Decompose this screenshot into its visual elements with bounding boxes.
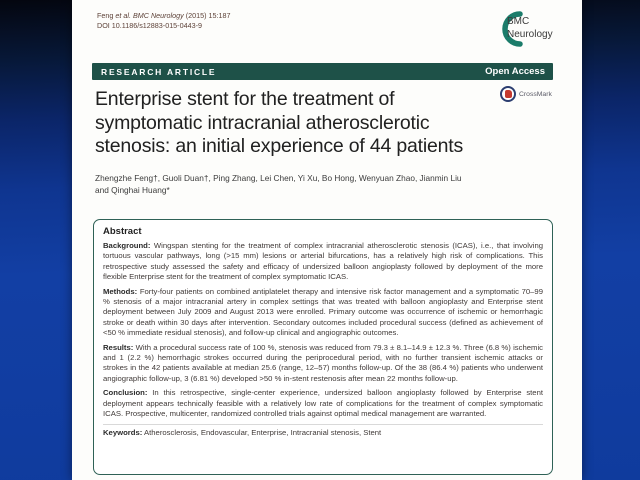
bmc-logo-line1: BMC: [507, 16, 530, 27]
abstract-box: [93, 219, 553, 475]
bmc-logo-text: [507, 15, 553, 41]
doi-line: DOI 10.1186/s12883-015-0443-9: [97, 20, 202, 30]
citation-block: [97, 11, 230, 30]
background-label: Background:: [103, 241, 151, 250]
paper-page: [72, 0, 582, 480]
crossmark-label: CrossMark: [519, 90, 552, 98]
citation-line: Feng et al. BMC Neurology (2015) 15:187: [97, 11, 231, 20]
authors-line-2: and Qinghai Huang*: [95, 184, 170, 195]
abstract-methods: Methods: Forty-four patients on combined antiplatelet therapy and intensive risk factor management and a symptomatic 70–99 % stenosis of a major intracranial artery in complex settings that was treated with balloon angioplasty and Enterprise stent deployment between July 2009 and August 2013 were enrolled. Primary outcome was occurrence of ischemic or hemorrhagic stroke or death within 30 days after intervention. Secondary outcomes included procedural success (defined as achievement of <50 % immediate residual stenosis), and follow-up clinical and angiographic outcomes.: [103, 286, 543, 338]
authors-line-1: Zhengzhe Feng†, Guoli Duan†, Ping Zhang, Lei Chen, Yi Xu, Bo Hong, Wenyuan Zhao, Jianmin Liu: [95, 173, 462, 183]
abstract-results: Results: With a procedural success rate of 100 %, stenosis was reduced from 79.3 ± 8.1–14.9 ± 12.3 %. Three (6.8 %) ischemic and 1 (2.2 %) hemorrhagic strokes occurred during the periprocedural period, with no further transient ischemic attacks or strokes in the 42 patients available at median 25.6 (range, 12–57) months follow-up. Of the 38 (86.4 %) patients who underwent angiographic follow-up, 3 (6.81 %) developed >50 % in-stent restenosis after mean 22 months follow-up.: [103, 342, 543, 383]
keywords-label: Keywords:: [103, 427, 143, 437]
title-line-1: Enterprise stent for the treatment of: [95, 88, 395, 110]
bmc-logo: [490, 7, 580, 51]
open-access-label: Open Access: [485, 66, 545, 77]
abstract-conclusion: Conclusion: In this retrospective, single-center experience, undersized balloon angioplasty followed by Enterprise stent deployment appears technically feasible with a relatively low rate of complications for the treatment of complex symptomatic ICAS. Prospective, multicenter, randomized controlled trials against optimal medical management are warranted.: [103, 388, 543, 419]
results-label: Results:: [103, 342, 134, 352]
research-article-label: RESEARCH ARTICLE: [101, 66, 217, 77]
conclusion-label: Conclusion:: [103, 388, 148, 398]
bmc-logo-line2: Neurology: [507, 29, 553, 40]
abstract-keywords: Keywords: Atherosclerosis, Endovascular, Enterprise, Intracranial stenosis, Stent: [103, 424, 543, 438]
abstract-background: Background: Wingspan stenting for the treatment of complex intracranial atherosclerotic stenosis (ICAS), i.e., that involving tortuous vascular pathways, long (>15 mm) lesions or arterial bifurcations, has a relatively high risk of complications. This retrospective study assessed the safety and efficacy of undersized balloon angioplasty followed by deployment of the more flexible Enterprise stent for the treatment of complex symptomatic ICAS.: [103, 241, 543, 282]
article-type-banner: [92, 63, 553, 80]
abstract-heading: Abstract: [103, 226, 142, 237]
article-title: [95, 88, 515, 159]
author-list: [95, 173, 535, 196]
methods-label: Methods:: [103, 286, 138, 296]
title-line-3: stenosis: an initial experience of 44 patients: [95, 135, 464, 157]
title-line-2: symptomatic intracranial atherosclerotic: [95, 111, 430, 134]
